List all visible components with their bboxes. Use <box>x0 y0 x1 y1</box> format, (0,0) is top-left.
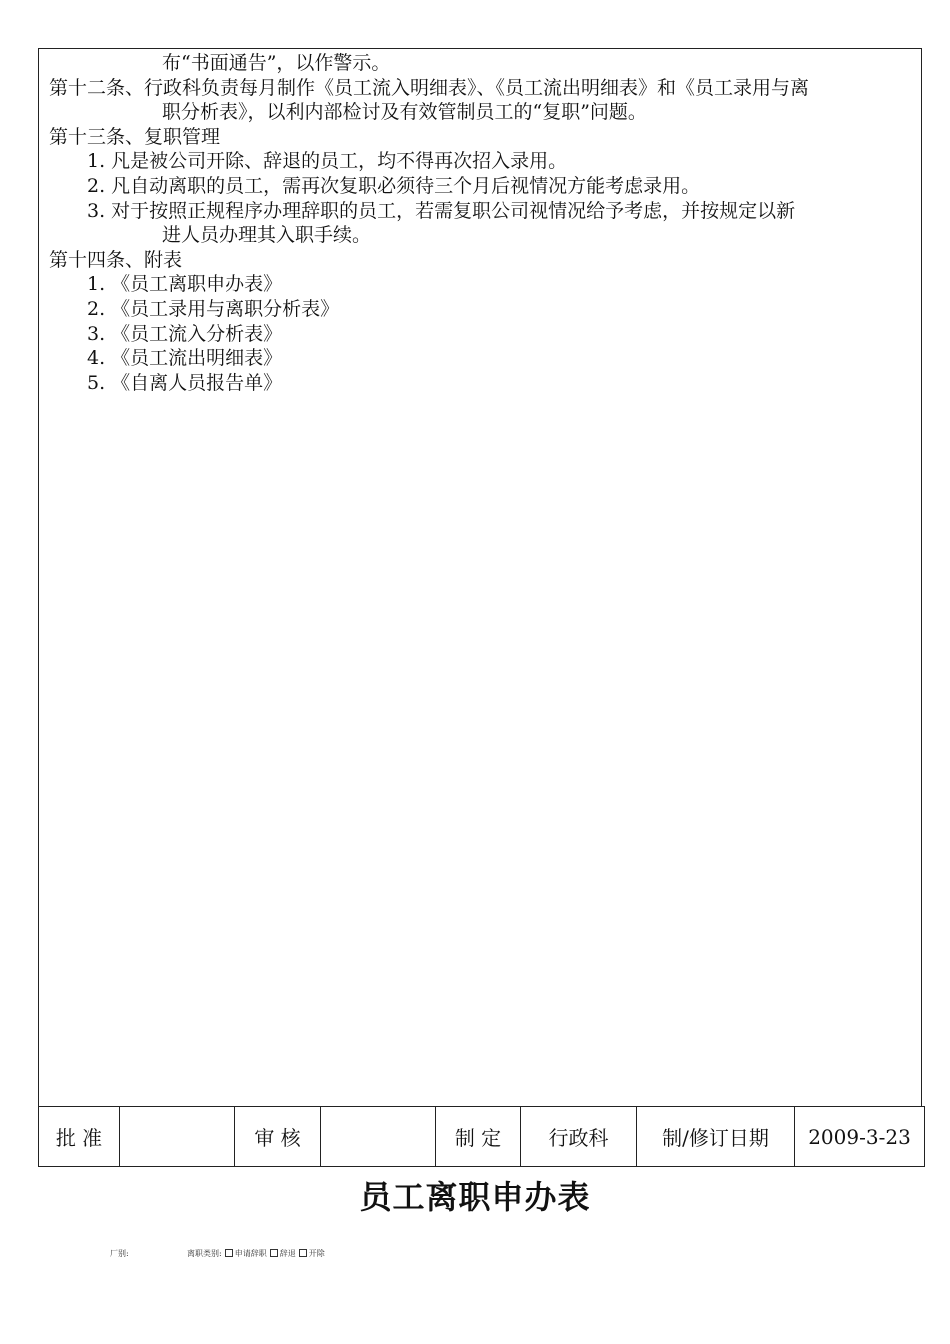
article-14-title: 第十四条、附表 <box>49 248 183 271</box>
document-frame <box>38 48 922 1106</box>
checkbox[interactable] <box>299 1249 307 1257</box>
article-13-item: 1. 凡是被公司开除、辞退的员工，均不得再次招入录用。 <box>87 150 568 173</box>
article-13-item: 2. 凡自动离职的员工，需再次复职必须待三个月后视情况方能考虑录用。 <box>87 174 701 197</box>
text-line: 布“书面通告”，以作警示。 <box>162 52 391 74</box>
article-12-line: 第十二条、行政科负责每月制作《员工流入明细表》、《员工流出明细表》和《员工录用与离 <box>49 76 810 99</box>
attachment-item: 4. 《员工流出明细表》 <box>87 347 283 370</box>
attachment-item: 3. 《员工流入分析表》 <box>87 322 283 345</box>
article-13-item: 3. 对于按照正规程序办理辞职的员工，若需复职公司视情况给予考虑，并按规定以新 <box>87 199 796 222</box>
type-label: 离职类别: <box>187 1249 222 1258</box>
attachment-item: 5. 《自离人员报告单》 <box>87 371 283 394</box>
draft-label: 制 定 <box>436 1107 521 1167</box>
checkbox[interactable] <box>225 1249 233 1257</box>
date-label: 制/修订日期 <box>637 1107 795 1167</box>
approve-value <box>120 1107 235 1167</box>
review-label: 审 核 <box>235 1107 321 1167</box>
resignation-type <box>187 1248 325 1259</box>
article-12-continuation: 职分析表》，以利内部检讨及有效管制员工的“复职”问题。 <box>162 101 647 124</box>
attachment-item: 1. 《员工离职申办表》 <box>87 273 283 296</box>
option-label: 申请辞职 <box>234 1249 267 1258</box>
approve-label: 批 准 <box>39 1107 120 1167</box>
draft-value: 行政科 <box>521 1107 637 1167</box>
document-body <box>49 51 913 395</box>
review-value <box>321 1107 436 1167</box>
option-label: 辞退 <box>279 1249 296 1258</box>
date-value: 2009-3-23 <box>795 1107 925 1167</box>
factory-label: 厂别: <box>110 1249 129 1258</box>
form-title: 员工离职申办表 <box>359 1178 591 1216</box>
article-13-title: 第十三条、复职管理 <box>49 125 221 148</box>
attachment-item: 2. 《员工录用与离职分析表》 <box>87 297 340 320</box>
article-13-item-continuation: 进人员办理其入职手续。 <box>162 224 372 247</box>
signature-table <box>38 1106 925 1167</box>
option-label: 开除 <box>308 1249 325 1258</box>
checkbox[interactable] <box>270 1249 278 1257</box>
